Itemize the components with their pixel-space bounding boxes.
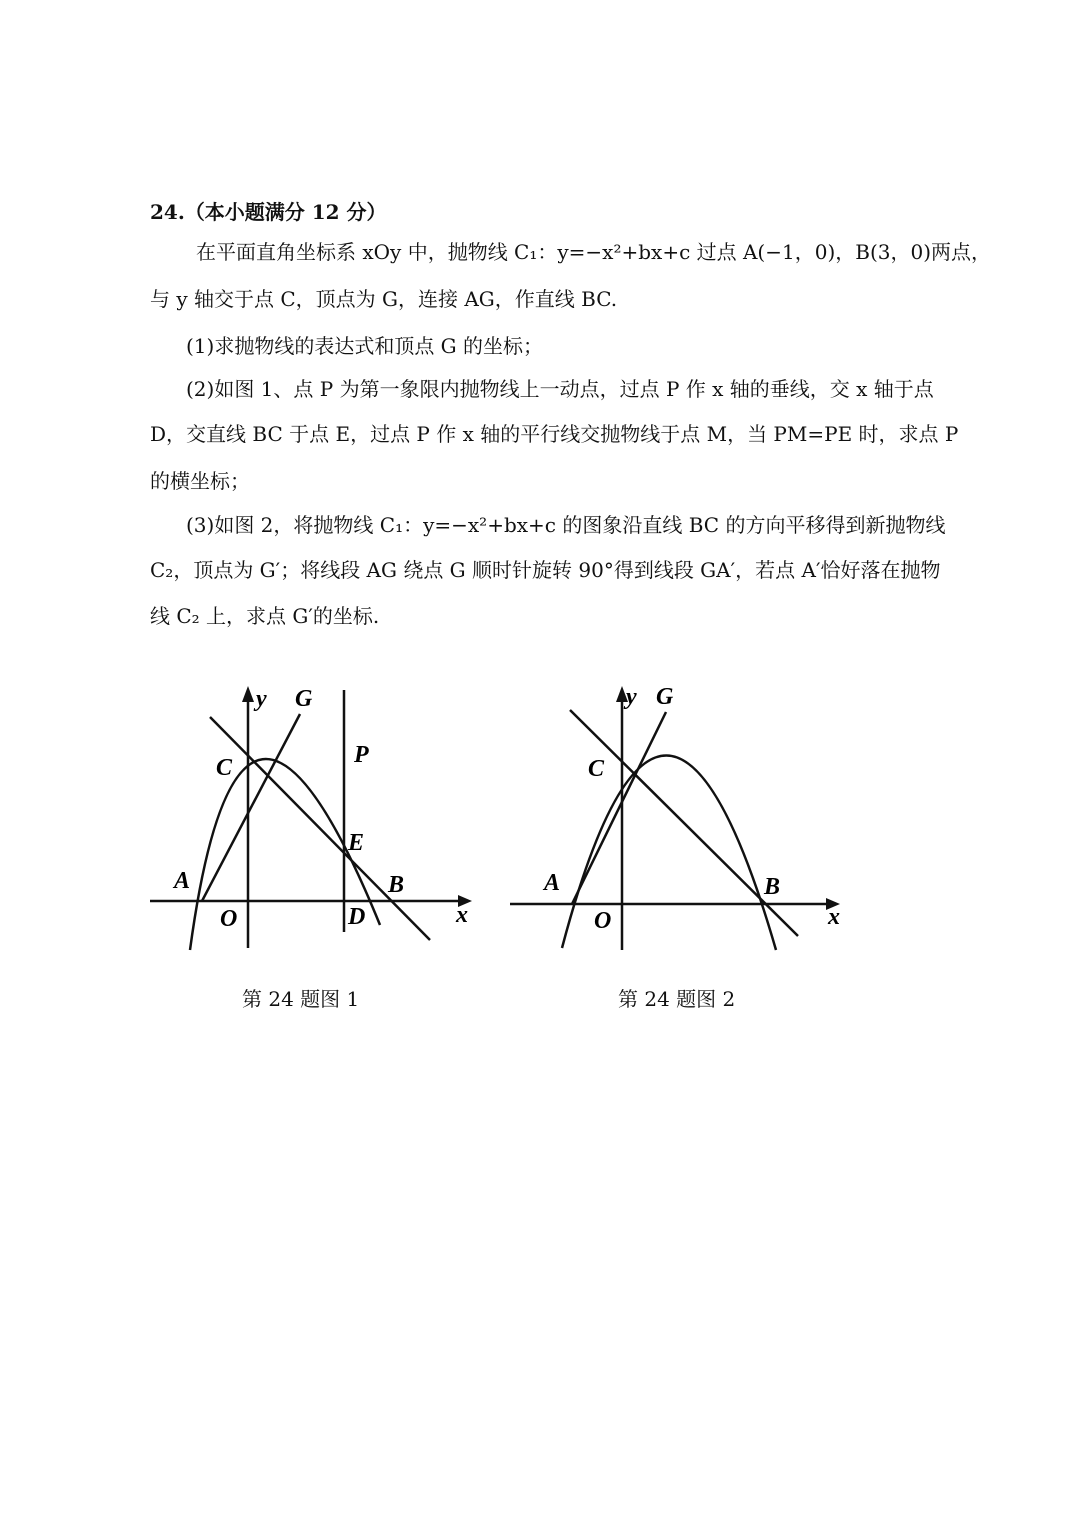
question-2-line-2: D，交直线 BC 于点 E，过点 P 作 x 轴的平行线交抛物线于点 M，当 PM=PE 时，求点 P	[150, 422, 959, 446]
figure-1-graph	[140, 670, 490, 970]
figure-2-label-g: G	[656, 684, 674, 710]
question-2-line-1: (2)如图 1、点 P 为第一象限内抛物线上一动点，过点 P 作 x 轴的垂线，交 x 轴于点	[186, 377, 934, 401]
figure-1-label-e: E	[348, 830, 365, 856]
question-3-line-3: 线 C₂ 上，求点 G′的坐标.	[150, 604, 380, 628]
question-3-line-2: C₂，顶点为 G′；将线段 AG 绕点 G 顺时针旋转 90°得到线段 GA′，若点 A′恰好落在抛物	[150, 558, 941, 582]
figure-1-label-x: x	[456, 902, 468, 928]
figure-2-label-x: x	[828, 904, 840, 930]
figure-1-label-g: G	[295, 686, 313, 712]
figure-2-segment-ag	[572, 712, 666, 904]
problem-intro-line-1: 在平面直角坐标系 xOy 中，抛物线 C₁：y=−x²+bx+c 过点 A(−1，0)，B(3，0)两点，	[196, 240, 991, 264]
figure-2-label-a: A	[544, 870, 561, 896]
figure-1-y-arrow-icon	[242, 686, 254, 702]
figure-1-label-o: O	[220, 906, 238, 932]
figure-2	[500, 670, 860, 970]
question-2-line-3: 的横坐标；	[150, 469, 250, 493]
figure-1-label-y: y	[256, 686, 267, 712]
figure-2-label-b: B	[764, 874, 781, 900]
figure-1	[140, 670, 490, 970]
figure-1-label-c: C	[216, 755, 233, 781]
figure-2-caption: 第 24 题图 2	[618, 987, 736, 1011]
figure-1-caption: 第 24 题图 1	[242, 987, 360, 1011]
figure-2-graph	[500, 670, 860, 970]
figure-1-label-d: D	[348, 904, 366, 930]
figure-1-label-b: B	[388, 872, 405, 898]
figure-2-label-c: C	[588, 756, 605, 782]
problem-heading: 24.（本小题满分 12 分）	[150, 200, 387, 224]
figure-1-label-a: A	[174, 868, 191, 894]
figure-1-line-bc	[210, 717, 430, 940]
figure-2-label-y: y	[626, 684, 637, 710]
figure-1-label-p: P	[354, 742, 369, 768]
question-1: (1)求抛物线的表达式和顶点 G 的坐标；	[186, 334, 544, 358]
problem-intro-line-2: 与 y 轴交于点 C，顶点为 G，连接 AG，作直线 BC.	[150, 287, 618, 311]
figure-2-label-o: O	[594, 908, 612, 934]
question-3-line-1: (3)如图 2，将抛物线 C₁：y=−x²+bx+c 的图象沿直线 BC 的方向平移得到新抛物线	[186, 513, 946, 537]
figure-1-segment-ag	[202, 714, 300, 901]
